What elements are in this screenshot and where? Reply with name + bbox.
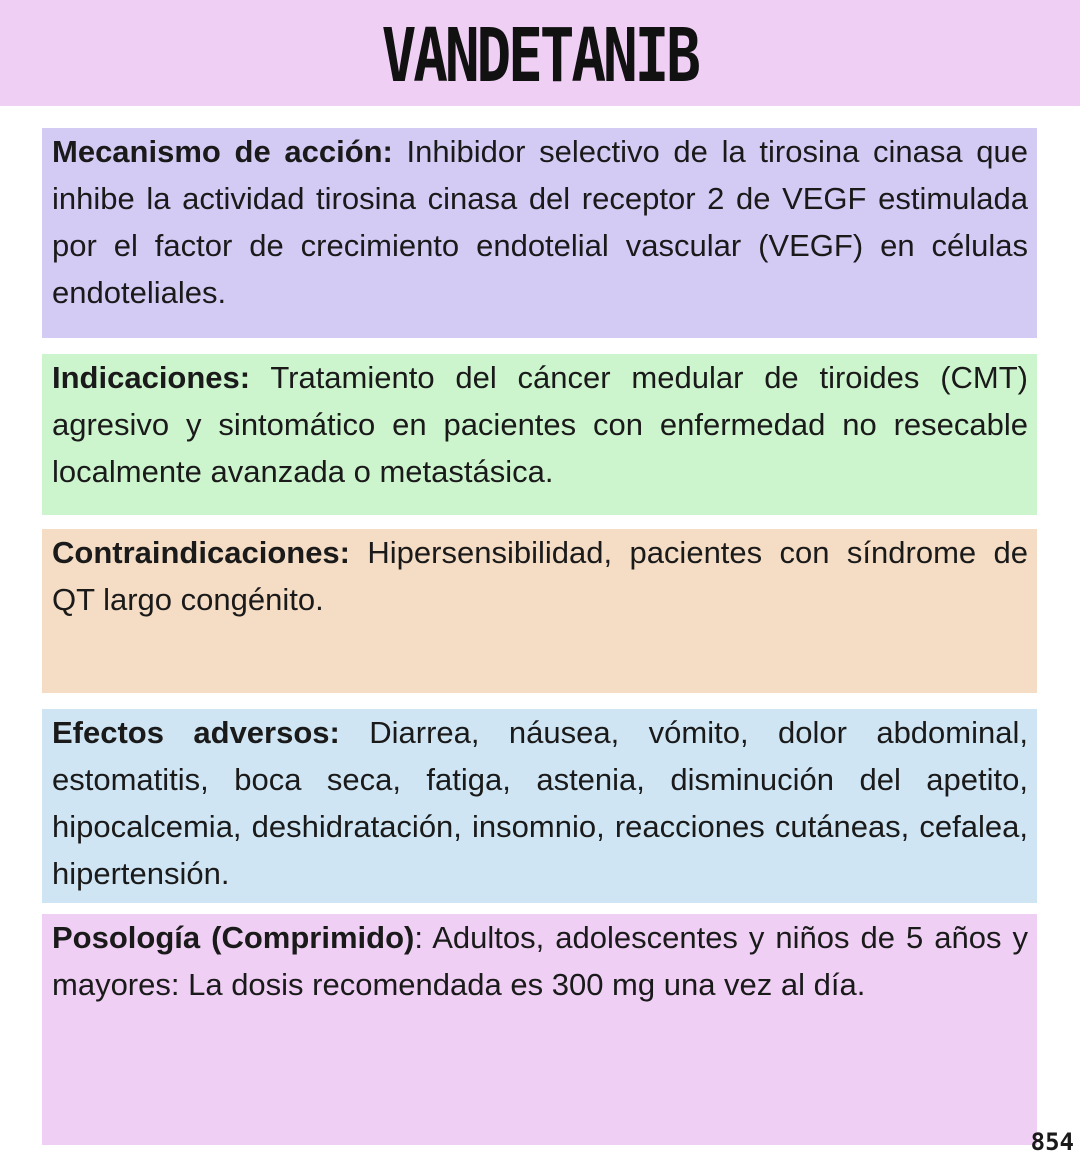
- section-text: Diarrea, náusea, vómito, dolor abdominal, estomatitis, boca seca, fatiga, astenia, disminución del apetito, hipocalcemia, deshidratación, insomnio, reacciones cutáneas, cefalea, hipertensión.: [52, 715, 1028, 891]
- section-heading: Indicaciones:: [52, 360, 251, 395]
- section-text: Tratamiento del cáncer medular de tiroides (CMT) agresivo y sintomático en pacientes con enfermedad no resecable localmente avanzada o metastásica.: [52, 360, 1028, 489]
- section-contraindications: [42, 529, 1037, 693]
- page-header: [0, 0, 1080, 106]
- section-text: Inhibidor selectivo de la tirosina cinasa que inhibe la actividad tirosina cinasa del receptor 2 de VEGF estimulada por el factor de crecimiento endotelial vascular (VEGF) en células endoteliales.: [52, 134, 1028, 310]
- section-dosage: [42, 914, 1037, 1145]
- section-text: Hipersensibilidad, pacientes con síndrome de QT largo congénito.: [52, 535, 1028, 617]
- section-heading: Contraindicaciones:: [52, 535, 350, 570]
- section-text: : Adultos, adolescentes y niños de 5 años y mayores: La dosis recomendada es 300 mg una vez al día.: [52, 920, 1028, 1002]
- section-mechanism: [42, 128, 1037, 338]
- page-title: VANDETANIB: [381, 13, 699, 99]
- section-heading: Mecanismo de acción:: [52, 134, 393, 169]
- page-number: 854: [1030, 1128, 1074, 1156]
- section-heading: Efectos adversos:: [52, 715, 340, 750]
- section-heading: Posología (Comprimido): [52, 920, 415, 955]
- section-indications: [42, 354, 1037, 515]
- section-adverse-effects: [42, 709, 1037, 903]
